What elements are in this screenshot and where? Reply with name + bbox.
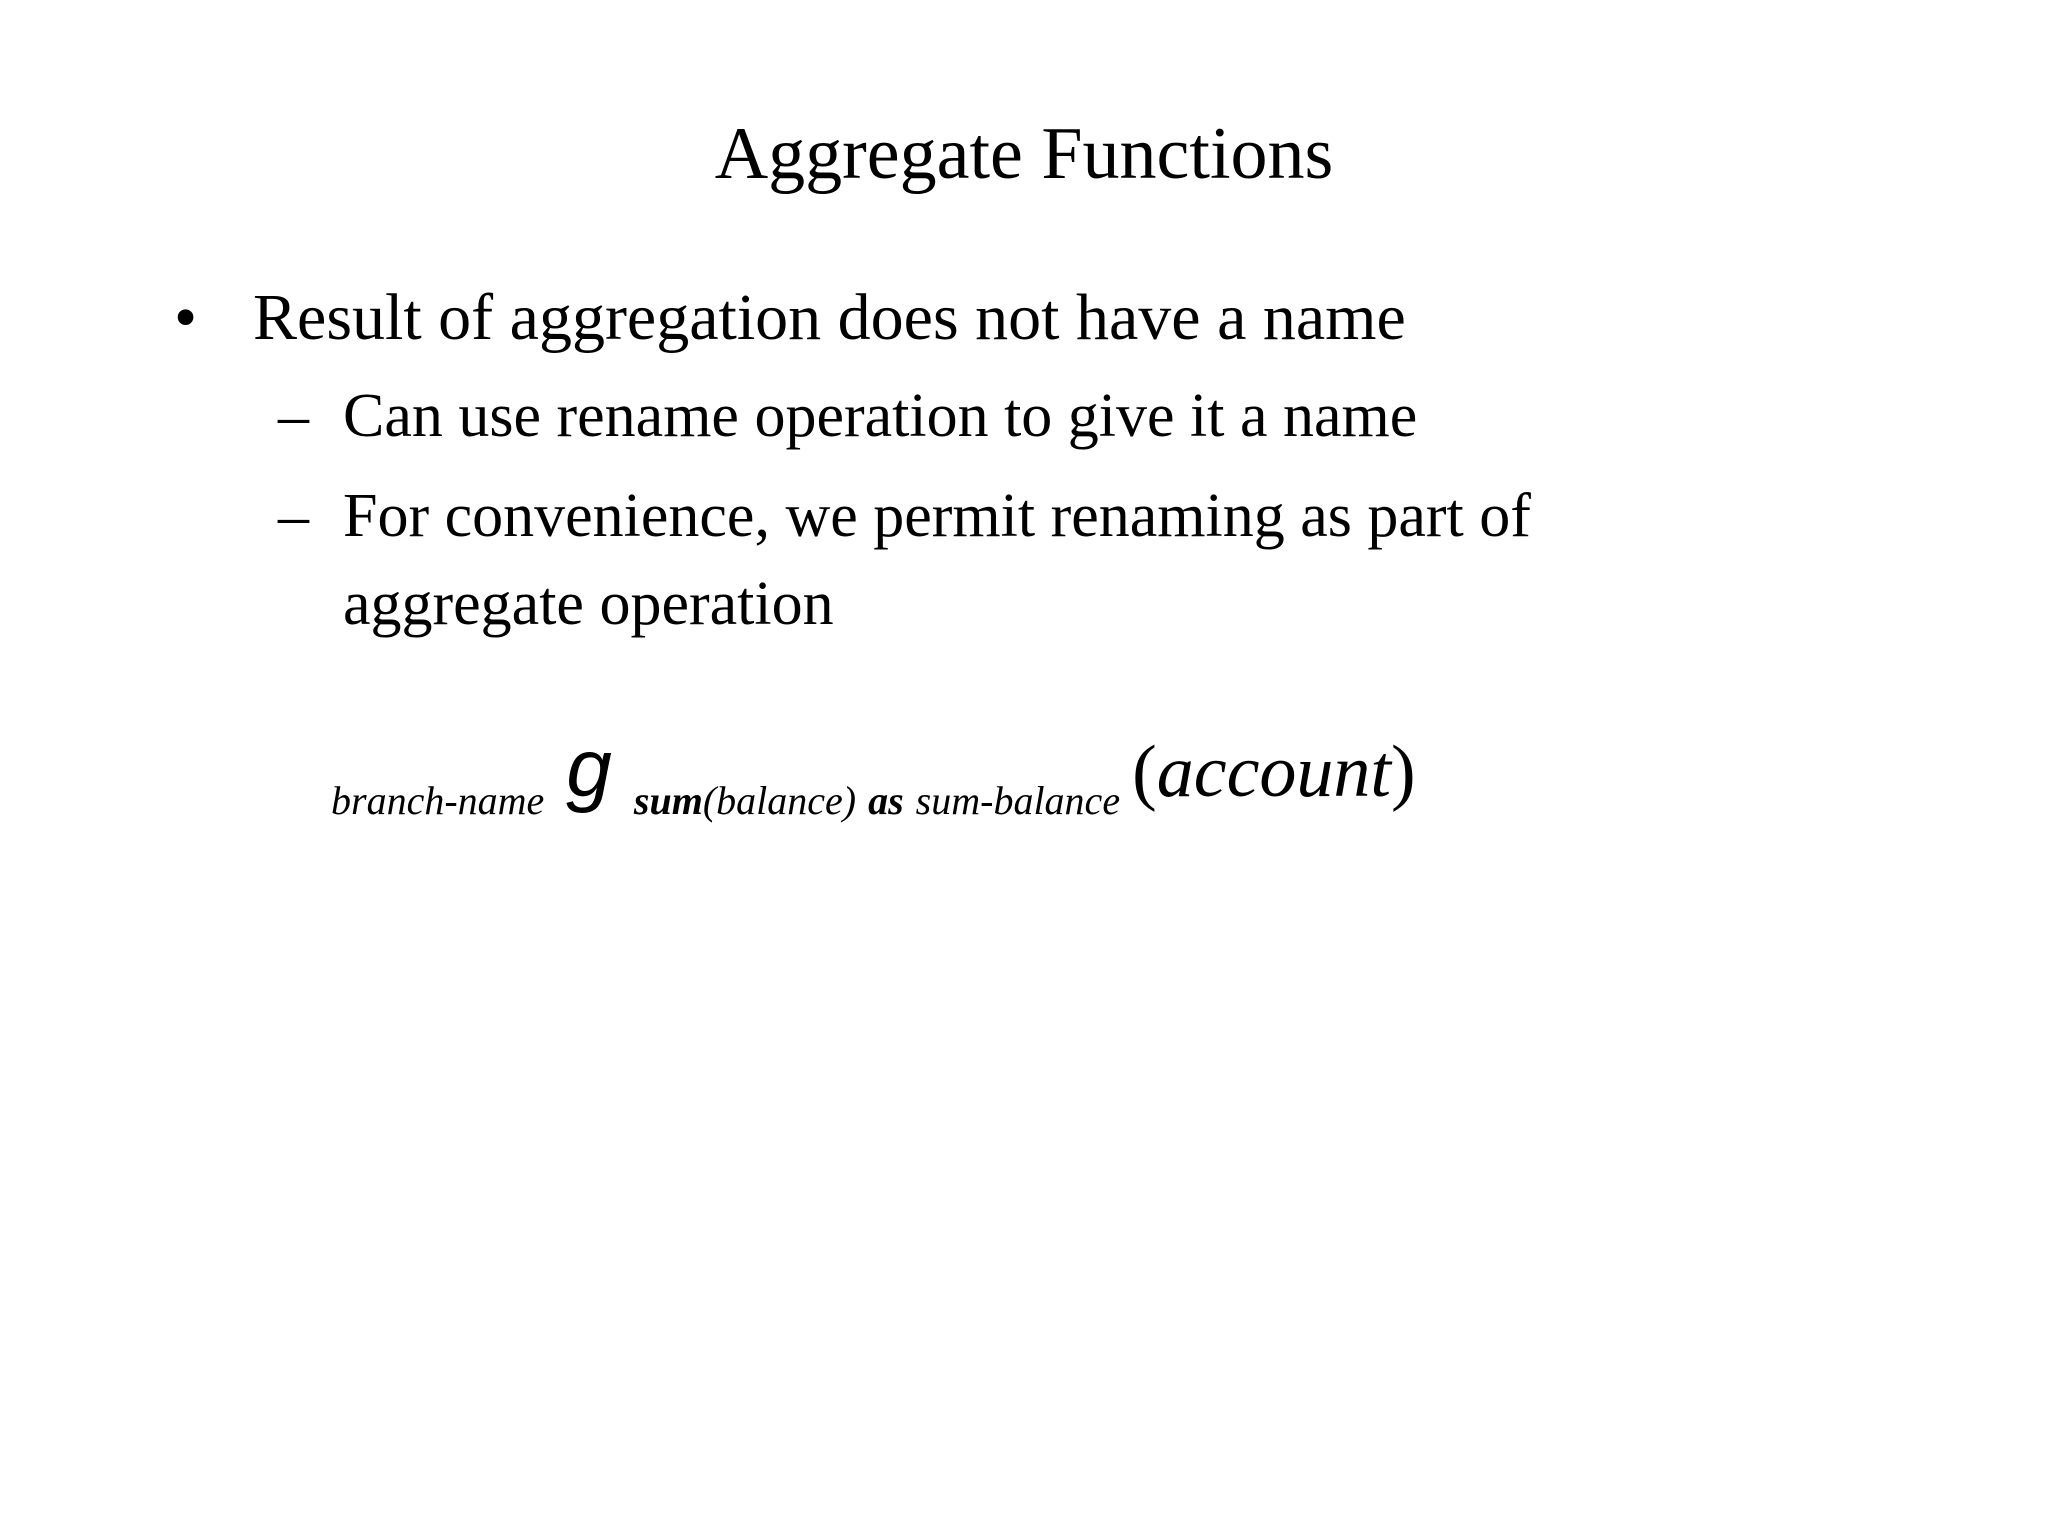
aggregate-formula <box>331 723 1416 860</box>
sub-bullet-marker: – <box>278 482 309 550</box>
sub-bullet-text: Can use rename operation to give it a name <box>343 382 1418 450</box>
formula-function: sum <box>633 778 703 823</box>
formula-relation: account <box>1156 731 1391 813</box>
formula-function-argument: (balance) <box>702 778 857 823</box>
sub-bullet-text: For convenience, we permit renaming as part of <box>343 482 1531 550</box>
slide-title: Aggregate Functions <box>714 113 1334 195</box>
sub-bullet-text-continuation: aggregate operation <box>343 570 834 638</box>
bullet-text: Result of aggregation does not have a name <box>253 281 1406 354</box>
formula-open-paren: ( <box>1132 731 1157 813</box>
sub-bullet-marker: – <box>278 382 309 450</box>
formula-close-paren: ) <box>1390 731 1416 813</box>
formula-group-attribute: branch-name <box>331 778 545 823</box>
formula-aggregate-operator: g <box>566 723 612 814</box>
bullet-marker: • <box>174 281 198 354</box>
formula-as-keyword: as <box>868 778 904 823</box>
formula-alias: sum-balance <box>915 778 1121 823</box>
